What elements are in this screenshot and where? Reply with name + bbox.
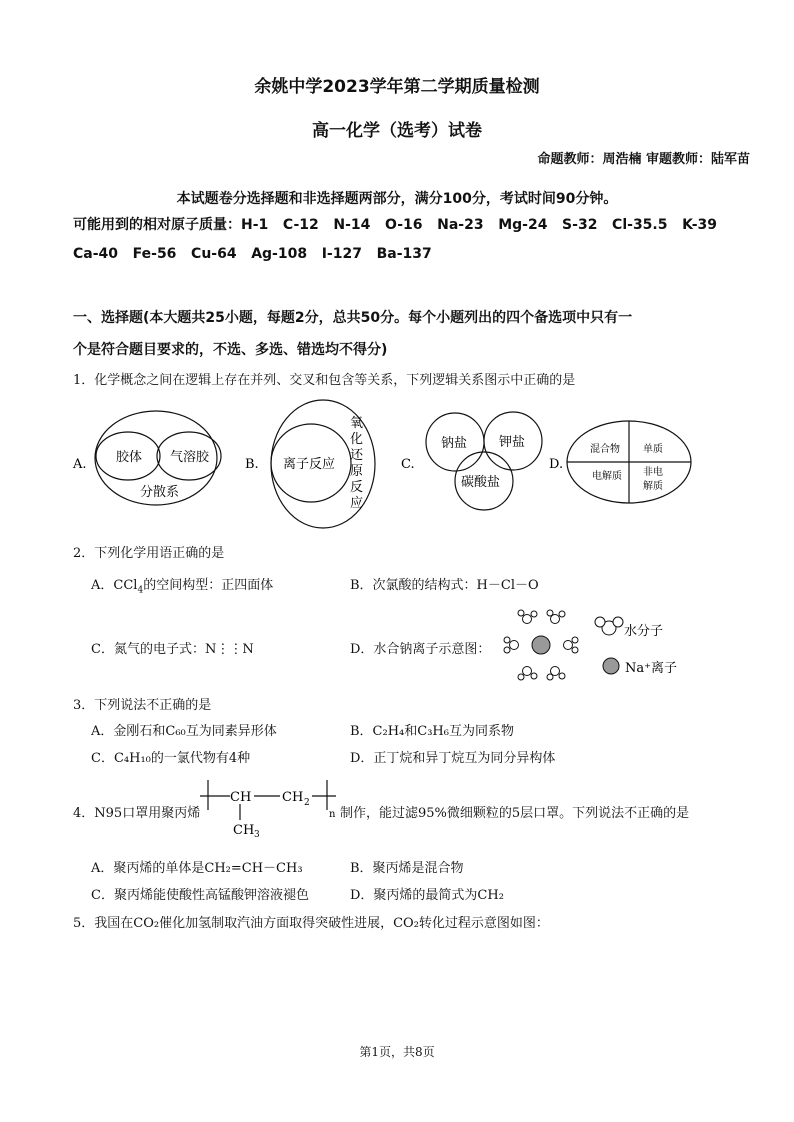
q1-a-left-text: 胶体 xyxy=(116,450,143,465)
na-ion-center xyxy=(532,636,550,654)
q1-d-tr: 单质 xyxy=(643,444,663,455)
q2-option-d: D．水合钠离子示意图： xyxy=(350,642,491,657)
q2-option-c: C．氮气的电子式：N⋮⋮N xyxy=(91,642,254,657)
q1-stem: 1．化学概念之间在逻辑上存在并列、交叉和包含等关系，下列逻辑关系图示中正确的是 xyxy=(73,373,576,388)
legend-water-text: 水分子 xyxy=(624,624,664,639)
q2-option-a: A．CCl$_4$的空间构型：正四面体 xyxy=(91,578,274,596)
q4-option-c: C．聚丙烯能使酸性高锰酸钾溶液褪色 xyxy=(91,888,309,903)
q5-stem: 5．我国在CO₂催化加氢制取汽油方面取得突破性进展，CO₂转化过程示意图如图： xyxy=(73,916,549,931)
masses-row-2: Ca-40 Fe-56 Cu-64 Ag-108 I-127 Ba-137 xyxy=(73,246,432,262)
q1-c-text-1: 钠盐 xyxy=(441,436,468,451)
poly-ch: CH xyxy=(230,790,252,805)
masses-label: 可能用到的相对原子质量： xyxy=(73,217,241,233)
q1-b-outer-char-5: 反 xyxy=(350,480,364,495)
q3-option-c: C．C₄H₁₀的一氯代物有4种 xyxy=(91,751,251,766)
masses-row-1 xyxy=(73,214,717,234)
hydrated-sodium-diagram xyxy=(495,606,695,684)
water-molecule-legend-icon xyxy=(595,617,623,635)
poly-n: n xyxy=(329,809,336,820)
masses-values-1: H-1 C-12 N-14 O-16 Na-23 Mg-24 S-32 Cl-35.5 K-39 xyxy=(241,217,718,233)
q1-d-br-1: 非电 xyxy=(643,467,663,478)
section-heading-line1: 一、选择题(本大题共25小题，每题2分，总共50分。每个小题列出的四个备选项中只有一 xyxy=(73,310,633,326)
q1-diagrams xyxy=(0,395,794,530)
exam-title: 余姚中学2023学年第二学期质量检测 xyxy=(254,77,540,97)
section-heading-line2: 个是符合题目要求的，不选、多选、错选均不得分) xyxy=(73,342,388,358)
q1-b-outer-char-2: 化 xyxy=(350,432,364,447)
q1-option-a-label: A. xyxy=(73,457,87,472)
q1-option-d-label: D. xyxy=(549,457,564,472)
q2-option-b: B．次氯酸的结构式：H－Cl－O xyxy=(350,578,539,593)
q3-option-a: A．金刚石和C₆₀互为同素异形体 xyxy=(91,724,277,739)
q1-d-br-2: 解质 xyxy=(643,481,663,492)
q1-b-inner-text: 离子反应 xyxy=(283,457,336,472)
q1-c-text-2: 钾盐 xyxy=(499,435,526,450)
q2-stem: 2．下列化学用语正确的是 xyxy=(73,546,225,561)
q1-b-outer-char-1: 氧 xyxy=(350,416,364,431)
q4-option-b: B．聚丙烯是混合物 xyxy=(350,861,464,876)
q1-a-right-text: 气溶胶 xyxy=(170,450,210,465)
poly-ch3-sub: 3 xyxy=(254,830,260,838)
q3-stem: 3．下列说法不正确的是 xyxy=(73,698,212,713)
poly-ch2: CH xyxy=(282,790,304,805)
teachers-line: 命题教师：周浩楠 审题教师：陆军苗 xyxy=(537,152,750,167)
exam-subtitle: 高一化学（选考）试卷 xyxy=(312,121,482,141)
intro-line: 本试题卷分选择题和非选择题两部分，满分100分，考试时间90分钟。 xyxy=(176,191,618,207)
poly-ch3: CH xyxy=(233,823,255,838)
q1-option-c-label: C. xyxy=(401,457,415,472)
q4-option-a: A．聚丙烯的单体是CH₂=CH－CH₃ xyxy=(91,861,303,876)
page-number: 第1页，共8页 xyxy=(359,1045,435,1059)
q3-option-b: B．C₂H₄和C₃H₆互为同系物 xyxy=(350,724,514,739)
polypropylene-structure xyxy=(200,776,340,838)
q1-b-outer-char-6: 应 xyxy=(350,496,364,511)
legend-na-text: Na⁺离子 xyxy=(625,661,677,676)
q1-c-text-3: 碳酸盐 xyxy=(461,475,501,490)
q1-option-b-label: B. xyxy=(245,457,259,472)
q3-option-d: D．正丁烷和异丁烷互为同分异构体 xyxy=(350,751,556,766)
q4-option-d: D．聚丙烯的最简式为CH₂ xyxy=(350,888,504,903)
q1-b-outer-char-3: 还 xyxy=(350,448,364,463)
q1-d-tl: 混合物 xyxy=(590,444,620,455)
q4-stem-pre: 4．N95口罩用聚丙烯 xyxy=(73,806,201,821)
q4-stem-post: 制作，能过滤95%微细颗粒的5层口罩。下列说法不正确的是 xyxy=(340,806,690,821)
q1-a-outer-text: 分散系 xyxy=(140,485,180,500)
q1-b-outer-char-4: 原 xyxy=(350,464,364,479)
poly-ch2-sub: 2 xyxy=(304,798,310,808)
q1-d-bl: 电解质 xyxy=(592,471,622,482)
na-ion-legend-icon xyxy=(603,658,619,674)
